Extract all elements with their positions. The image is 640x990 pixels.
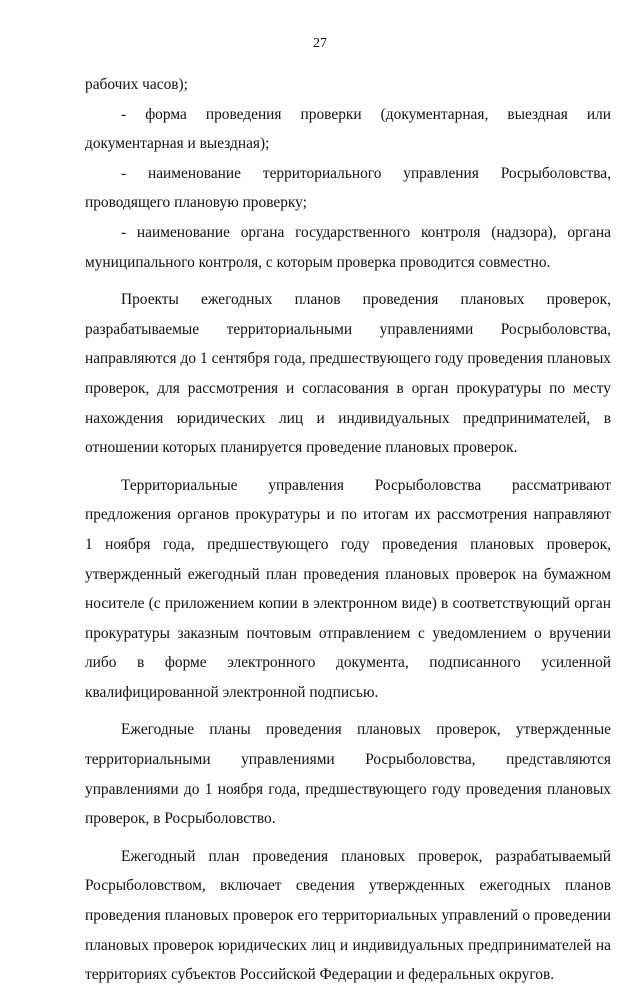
- paragraph-gap: [85, 277, 611, 285]
- text-line: утвержденный ежегодный план проведения плановых проверок на бумажном: [85, 565, 611, 583]
- text-line: проведения плановых проверок его территориальных управлений о проведении: [85, 907, 611, 925]
- text-line: проверок, для рассмотрения и согласования в орган прокуратуры по месту: [85, 379, 611, 397]
- paragraph-gap: [85, 463, 611, 471]
- text-line: отношении которых планируется проведение плановых проверок.: [85, 439, 518, 457]
- text-line: муниципального контроля, с которым проверка проводится совместно.: [85, 253, 551, 271]
- text-line: территориях субъектов Российской Федерации и федеральных округов.: [85, 966, 555, 984]
- text-line: направляются до 1 сентября года, предшествующего году проведения плановых: [85, 350, 611, 368]
- text-line: территориальными управлениями Росрыболовства, представляются: [85, 751, 611, 769]
- text-line: управлениями до 1 ноября года, предшествующего году проведения плановых: [85, 780, 611, 798]
- text-line: разрабатываемые территориальными управлениями Росрыболовства,: [85, 320, 611, 338]
- text-line: проводящего плановую проверку;: [85, 194, 307, 212]
- text-line: 1 ноября года, предшествующего году проведения плановых проверок,: [85, 535, 611, 553]
- text-line: Ежегодный план проведения плановых проверок, разрабатываемый: [121, 847, 611, 865]
- text-line: рабочих часов);: [85, 76, 188, 93]
- text-line: проверок, в Росрыболовство.: [85, 810, 276, 828]
- text-line: носителе (с приложением копии в электронном виде) в соответствующий орган: [85, 595, 611, 613]
- text-line: документарная и выездная);: [85, 135, 270, 153]
- paragraph-gap: [85, 707, 611, 715]
- text-line: Ежегодные планы проведения плановых проверок, утвержденные: [121, 721, 611, 739]
- document-body: [85, 70, 611, 990]
- text-line: Проекты ежегодных планов проведения плановых проверок,: [121, 291, 611, 309]
- text-line: нахождения юридических лиц и индивидуальных предпринимателей, в: [85, 409, 611, 427]
- text-line: плановых проверок юридических лиц и индивидуальных предпринимателей на: [85, 936, 611, 954]
- text-line: - наименование органа государственного контроля (надзора), органа: [121, 223, 611, 241]
- page-number: 27: [313, 36, 327, 51]
- text-line: - наименование территориального управления Росрыболовства,: [121, 164, 611, 182]
- text-line: прокуратуры заказным почтовым отправлением с уведомлением о вручении: [85, 624, 611, 642]
- text-line: Территориальные управления Росрыболовства рассматривают: [121, 476, 611, 494]
- paragraph-gap: [85, 834, 611, 842]
- text-line: либо в форме электронного документа, подписанного усиленной: [85, 654, 611, 672]
- text-line: предложения органов прокуратуры и по итогам их рассмотрения направляют: [85, 506, 611, 524]
- text-line: Росрыболовством, включает сведения утвержденных ежегодных планов: [85, 877, 611, 895]
- text-line: - форма проведения проверки (документарная, выездная или: [121, 105, 611, 123]
- text-line: квалифицированной электронной подписью.: [85, 683, 379, 701]
